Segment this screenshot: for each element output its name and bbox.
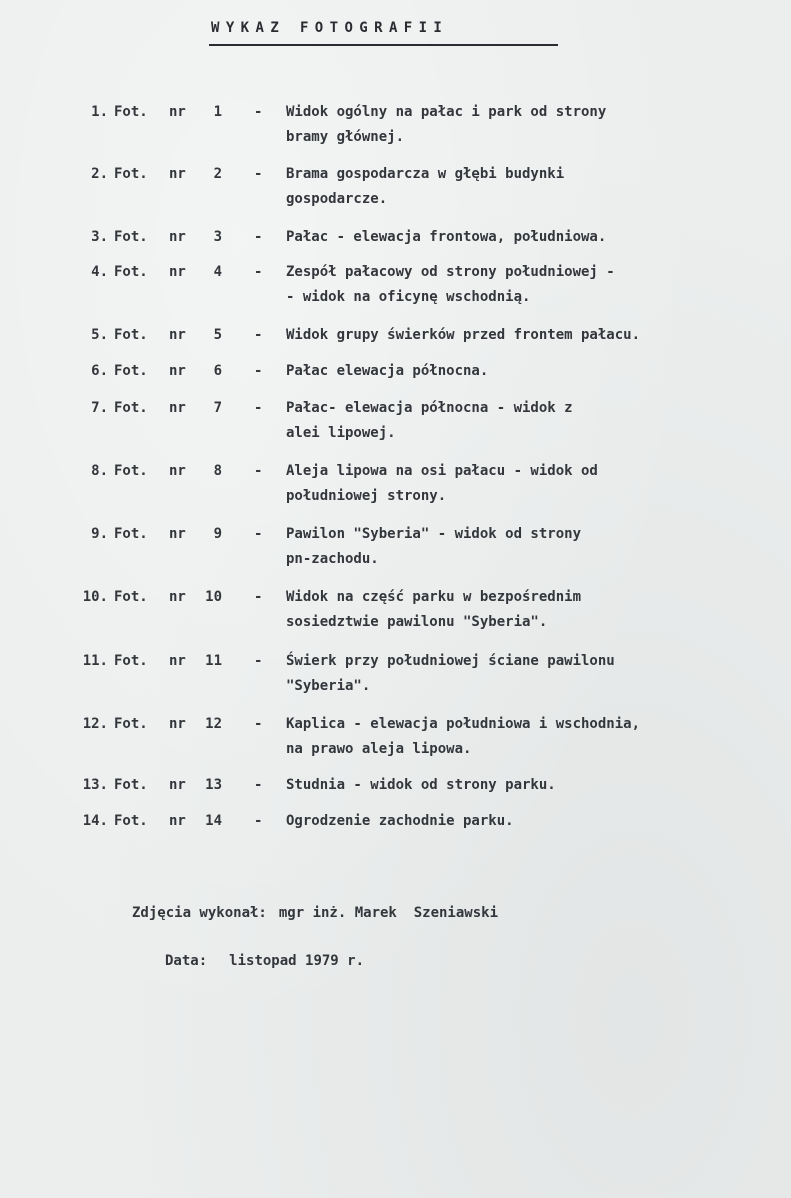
entry-description-line: Brama gospodarcza w głębi budynki [286,166,565,182]
entry-nr-label: nr [169,363,186,379]
entry-description-line: Ogrodzenie zachodnie parku. [286,813,514,829]
entry-number: 6. [91,363,108,379]
entry-number: 13. [82,777,108,793]
entry-number: 8. [91,463,108,479]
entry-fot-label: Fot. [114,229,148,245]
entry-nr-label: nr [169,463,186,479]
entry-nr [169,773,222,798]
entry-description-line: Pałac elewacja północna. [286,363,489,379]
entry-dash: - [254,716,263,732]
entry-photo-number: 7 [213,400,222,416]
entry-number: 4. [91,264,108,280]
entry-nr-label: nr [169,229,186,245]
entry-number: 12. [82,716,108,732]
entry-description-line: bramy głównej. [286,129,405,145]
entry-description [286,100,766,150]
entry-number: 14. [82,813,108,829]
entry-nr-label: nr [169,104,186,120]
entry-number: 10. [82,589,108,605]
entry-description-line: południowej strony. [286,488,447,504]
entry-nr-label: nr [169,400,186,416]
credit-label: Zdjęcia wykonał: [132,905,267,921]
entry-photo-number: 2 [213,166,222,182]
entry-description [286,260,766,310]
entry-nr [169,100,222,125]
entry-number: 5. [91,327,108,343]
entry-dash: - [254,229,263,245]
entry-description [286,649,766,699]
entry-fot-label: Fot. [114,400,148,416]
entry-dash: - [254,363,263,379]
entry-fot-label: Fot. [114,327,148,343]
entry-description-line: Pałac- elewacja północna - widok z [286,400,573,416]
entry-nr-label: nr [169,526,186,542]
entry-nr [169,162,222,187]
entry-number: 7. [91,400,108,416]
entry-description-line: "Syberia". [286,678,371,694]
entry-description-line: Aleja lipowa na osi pałacu - widok od [286,463,598,479]
entry-description-line: Studnia - widok od strony parku. [286,777,556,793]
entry-photo-number: 10 [205,589,222,605]
entry-description-line: gospodarcze. [286,191,388,207]
entry-description-line: Świerk przy południowej ściane pawilonu [286,653,615,669]
entry-description [286,459,766,509]
date-label: Data: [165,953,208,969]
entry-nr [169,225,222,250]
entry-dash: - [254,777,263,793]
entry-nr [169,260,222,285]
entry-description [286,712,766,762]
entry-description-line: Widok ogólny na pałac i park od strony [286,104,607,120]
entry-dash: - [254,166,263,182]
entry-description [286,522,766,572]
entry-number: 9. [91,526,108,542]
entry-description [286,773,766,798]
entry-description-line: sosiedztwie pawilonu "Syberia". [286,614,548,630]
entry-photo-number: 11 [205,653,222,669]
entry-fot-label: Fot. [114,526,148,542]
entry-dash: - [254,653,263,669]
date-value: listopad 1979 r. [229,953,365,969]
entry-fot-label: Fot. [114,166,148,182]
entry-description [286,396,766,446]
entry-dash: - [254,463,263,479]
entry-fot-label: Fot. [114,264,148,280]
entry-description [286,162,766,212]
credit-value: mgr inż. Marek Szeniawski [278,905,499,921]
entry-number: 3. [91,229,108,245]
entry-description-line: - widok na oficynę wschodnią. [286,289,531,305]
entry-nr-label: nr [169,653,186,669]
entry-nr [169,649,222,674]
entry-dash: - [254,327,263,343]
entry-description-line: Pawilon "Syberia" - widok od strony [286,526,582,542]
entry-photo-number: 9 [213,526,222,542]
entry-nr [169,359,222,384]
entry-fot-label: Fot. [114,363,148,379]
entry-fot-label: Fot. [114,813,148,829]
title-underline [209,44,558,46]
entry-nr-label: nr [169,589,186,605]
photo-credit [132,905,498,921]
document-title: WYKAZ FOTOGRAFII [211,20,449,36]
entry-fot-label: Fot. [114,104,148,120]
entry-fot-label: Fot. [114,463,148,479]
photo-date [165,953,364,969]
entry-description [286,359,766,384]
entry-photo-number: 6 [213,363,222,379]
entry-nr [169,396,222,421]
entry-description-line: Zespół pałacowy od strony południowej - [286,264,615,280]
entry-nr-label: nr [169,777,186,793]
entry-fot-label: Fot. [114,589,148,605]
entry-description-line: Pałac - elewacja frontowa, południowa. [286,229,607,245]
entry-nr-label: nr [169,327,186,343]
entry-nr [169,522,222,547]
entry-description [286,323,766,348]
entry-dash: - [254,264,263,280]
entry-nr-label: nr [169,166,186,182]
entry-description-line: Kaplica - elewacja południowa i wschodnia, [286,716,641,732]
entry-nr [169,585,222,610]
entry-number: 11. [82,653,108,669]
entry-nr [169,809,222,834]
entry-nr-label: nr [169,264,186,280]
entry-photo-number: 5 [213,327,222,343]
entry-dash: - [254,104,263,120]
entry-dash: - [254,813,263,829]
entry-fot-label: Fot. [114,716,148,732]
entry-dash: - [254,526,263,542]
entry-photo-number: 12 [205,716,222,732]
entry-nr [169,459,222,484]
entry-photo-number: 13 [205,777,222,793]
entry-description-line: pn-zachodu. [286,551,379,567]
entry-photo-number: 3 [213,229,222,245]
entry-description [286,585,766,635]
entry-description-line: Widok na część parku w bezpośrednim [286,589,582,605]
entry-dash: - [254,400,263,416]
entry-description [286,225,766,250]
entry-photo-number: 4 [213,264,222,280]
entry-photo-number: 14 [205,813,222,829]
entry-description-line: na prawo aleja lipowa. [286,741,472,757]
entry-description-line: alei lipowej. [286,425,396,441]
entry-nr [169,323,222,348]
entry-number: 2. [91,166,108,182]
entry-number: 1. [91,104,108,120]
entry-description [286,809,766,834]
entry-photo-number: 1 [213,104,222,120]
entry-nr-label: nr [169,716,186,732]
entry-photo-number: 8 [213,463,222,479]
entry-fot-label: Fot. [114,653,148,669]
entry-fot-label: Fot. [114,777,148,793]
entry-dash: - [254,589,263,605]
entry-description-line: Widok grupy świerków przed frontem pałacu. [286,327,641,343]
entry-nr-label: nr [169,813,186,829]
entry-nr [169,712,222,737]
